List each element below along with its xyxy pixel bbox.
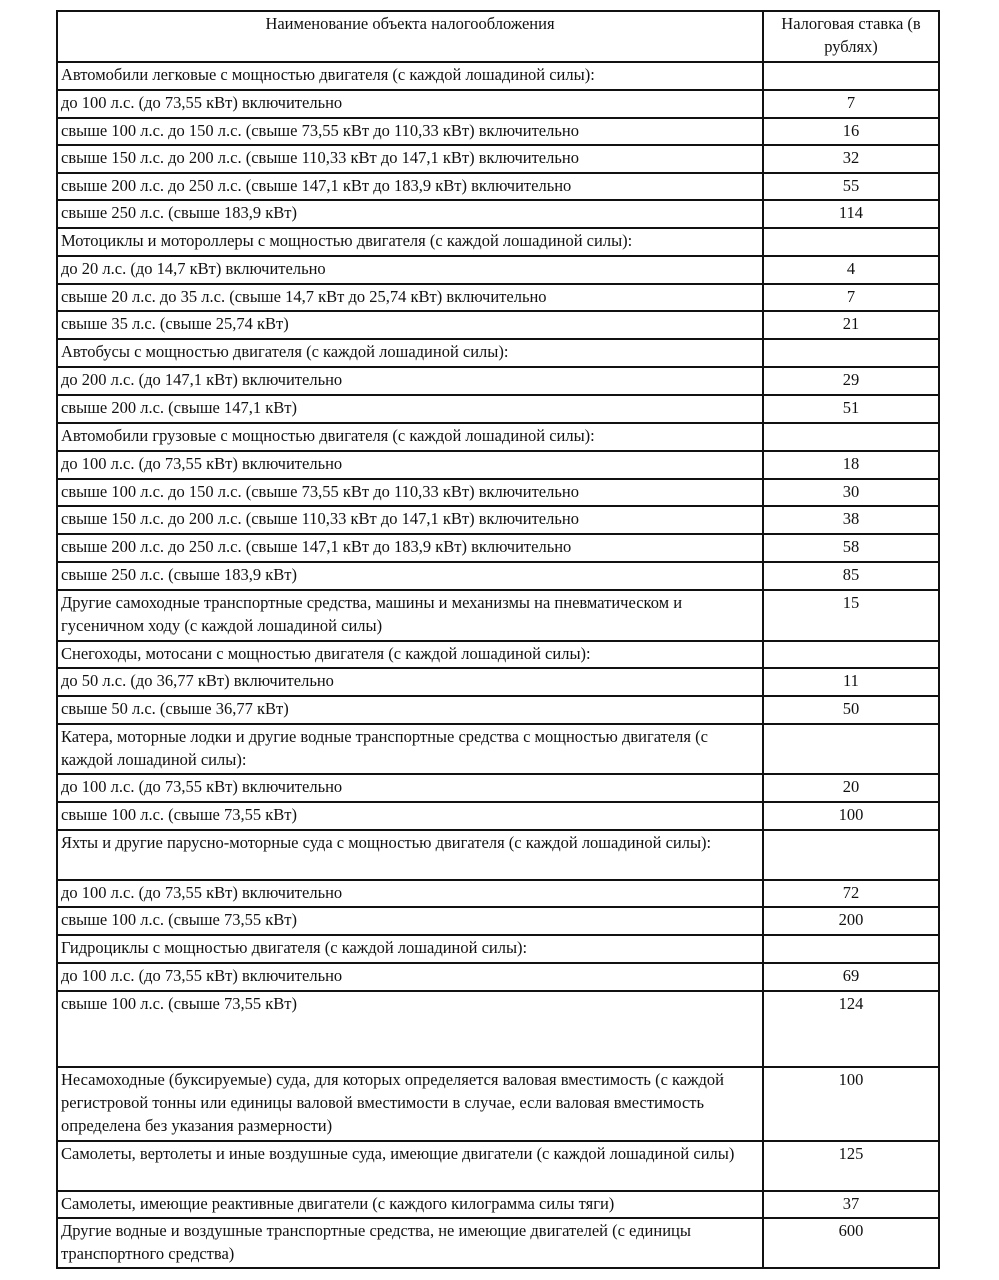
object-name-cell: свыше 100 л.с. (свыше 73,55 кВт): [57, 907, 763, 935]
table-row: [57, 590, 939, 641]
table-row: [57, 562, 939, 590]
table-row: [57, 367, 939, 395]
table-row: [57, 1191, 939, 1218]
table-body: [57, 62, 939, 1268]
object-name-cell: до 100 л.с. (до 73,55 кВт) включительно: [57, 90, 763, 118]
object-name-cell: свыше 35 л.с. (свыше 25,74 кВт): [57, 311, 763, 339]
tax-rate-cell: 100: [763, 802, 939, 830]
tax-rate-cell: [763, 228, 939, 256]
tax-rate-cell: 15: [763, 590, 939, 641]
table-row: [57, 256, 939, 284]
table-row: [57, 1218, 939, 1268]
table-row: [57, 963, 939, 991]
table-row: [57, 724, 939, 774]
object-name-cell: свыше 200 л.с. (свыше 147,1 кВт): [57, 395, 763, 423]
tax-rate-cell: 72: [763, 880, 939, 907]
object-name-cell: свыше 50 л.с. (свыше 36,77 кВт): [57, 696, 763, 724]
object-name-cell: до 20 л.с. (до 14,7 кВт) включительно: [57, 256, 763, 284]
tax-rate-cell: 16: [763, 118, 939, 145]
tax-rate-cell: [763, 724, 939, 774]
tax-rate-cell: 114: [763, 200, 939, 228]
object-name-cell: Яхты и другие парусно-моторные суда с мощностью двигателя (с каждой лошадиной силы):: [57, 830, 763, 880]
object-name-cell: свыше 150 л.с. до 200 л.с. (свыше 110,33 кВт до 147,1 кВт) включительно: [57, 506, 763, 534]
table-row: [57, 668, 939, 696]
table-row: [57, 423, 939, 451]
table-row: [57, 880, 939, 907]
tax-rate-cell: 58: [763, 534, 939, 562]
table-row: [57, 830, 939, 880]
tax-rate-cell: 600: [763, 1218, 939, 1268]
tax-rate-cell: [763, 423, 939, 451]
tax-rate-cell: 7: [763, 90, 939, 118]
table-row: [57, 479, 939, 506]
table-row: [57, 696, 939, 724]
table-row: [57, 62, 939, 90]
tax-rate-cell: 38: [763, 506, 939, 534]
object-name-cell: свыше 250 л.с. (свыше 183,9 кВт): [57, 562, 763, 590]
tax-rate-cell: 50: [763, 696, 939, 724]
table-row: [57, 339, 939, 367]
tax-rate-cell: 18: [763, 451, 939, 479]
table-row: [57, 641, 939, 668]
tax-rate-cell: 69: [763, 963, 939, 991]
object-name-cell: до 100 л.с. (до 73,55 кВт) включительно: [57, 963, 763, 991]
table-row: [57, 506, 939, 534]
object-name-cell: Мотоциклы и мотороллеры с мощностью двигателя (с каждой лошадиной силы):: [57, 228, 763, 256]
tax-rate-cell: 124: [763, 991, 939, 1067]
tax-rate-cell: 29: [763, 367, 939, 395]
table-row: [57, 451, 939, 479]
tax-rate-cell: 21: [763, 311, 939, 339]
tax-rate-cell: 85: [763, 562, 939, 590]
object-name-cell: Автобусы с мощностью двигателя (с каждой лошадиной силы):: [57, 339, 763, 367]
tax-rate-cell: 11: [763, 668, 939, 696]
table-row: [57, 935, 939, 963]
tax-rate-cell: 100: [763, 1067, 939, 1141]
table-row: [57, 991, 939, 1067]
header-tax-rate: Налоговая ставка (в рублях): [763, 11, 939, 62]
object-name-cell: Другие водные и воздушные транспортные средства, не имеющие двигателей (с единицы транспортного средства): [57, 1218, 763, 1268]
tax-rate-cell: [763, 935, 939, 963]
tax-rate-cell: [763, 830, 939, 880]
tax-rate-cell: 30: [763, 479, 939, 506]
object-name-cell: до 50 л.с. (до 36,77 кВт) включительно: [57, 668, 763, 696]
object-name-cell: свыше 20 л.с. до 35 л.с. (свыше 14,7 кВт до 25,74 кВт) включительно: [57, 284, 763, 311]
object-name-cell: Катера, моторные лодки и другие водные транспортные средства с мощностью двигателя (с каждой лошадиной силы):: [57, 724, 763, 774]
object-name-cell: свыше 200 л.с. до 250 л.с. (свыше 147,1 кВт до 183,9 кВт) включительно: [57, 173, 763, 200]
table-row: [57, 1067, 939, 1141]
object-name-cell: свыше 250 л.с. (свыше 183,9 кВт): [57, 200, 763, 228]
object-name-cell: Самолеты, вертолеты и иные воздушные суда, имеющие двигатели (с каждой лошадиной силы): [57, 1141, 763, 1191]
table-row: [57, 145, 939, 173]
object-name-cell: свыше 100 л.с. (свыше 73,55 кВт): [57, 802, 763, 830]
table-row: [57, 200, 939, 228]
object-name-cell: до 100 л.с. (до 73,55 кВт) включительно: [57, 451, 763, 479]
table-row: [57, 774, 939, 802]
tax-rate-table: [56, 10, 940, 1269]
table-row: [57, 907, 939, 935]
tax-rate-cell: [763, 62, 939, 90]
object-name-cell: Несамоходные (буксируемые) суда, для которых определяется валовая вместимость (с каждой регистровой тонны или единицы валовой вместимости в случае, если валовая вместимость определена без указания размерности): [57, 1067, 763, 1141]
object-name-cell: Снегоходы, мотосани с мощностью двигателя (с каждой лошадиной силы):: [57, 641, 763, 668]
object-name-cell: Самолеты, имеющие реактивные двигатели (с каждого килограмма силы тяги): [57, 1191, 763, 1218]
object-name-cell: свыше 200 л.с. до 250 л.с. (свыше 147,1 кВт до 183,9 кВт) включительно: [57, 534, 763, 562]
table-row: [57, 173, 939, 200]
tax-rate-cell: 7: [763, 284, 939, 311]
tax-rate-cell: 55: [763, 173, 939, 200]
object-name-cell: до 200 л.с. (до 147,1 кВт) включительно: [57, 367, 763, 395]
object-name-cell: до 100 л.с. (до 73,55 кВт) включительно: [57, 774, 763, 802]
object-name-cell: свыше 100 л.с. до 150 л.с. (свыше 73,55 кВт до 110,33 кВт) включительно: [57, 479, 763, 506]
tax-rate-cell: 125: [763, 1141, 939, 1191]
table-row: [57, 1141, 939, 1191]
table-row: [57, 284, 939, 311]
object-name-cell: Автомобили грузовые с мощностью двигателя (с каждой лошадиной силы):: [57, 423, 763, 451]
tax-rate-cell: 4: [763, 256, 939, 284]
table-row: [57, 802, 939, 830]
object-name-cell: свыше 100 л.с. до 150 л.с. (свыше 73,55 кВт до 110,33 кВт) включительно: [57, 118, 763, 145]
tax-rate-cell: 37: [763, 1191, 939, 1218]
object-name-cell: свыше 150 л.с. до 200 л.с. (свыше 110,33 кВт до 147,1 кВт) включительно: [57, 145, 763, 173]
object-name-cell: Автомобили легковые с мощностью двигателя (с каждой лошадиной силы):: [57, 62, 763, 90]
table-header-row: [57, 11, 939, 62]
object-name-cell: свыше 100 л.с. (свыше 73,55 кВт): [57, 991, 763, 1067]
table-row: [57, 228, 939, 256]
object-name-cell: Другие самоходные транспортные средства, машины и механизмы на пневматическом и гусеничном ходу (с каждой лошадиной силы): [57, 590, 763, 641]
tax-rate-cell: 200: [763, 907, 939, 935]
tax-rate-cell: [763, 641, 939, 668]
object-name-cell: до 100 л.с. (до 73,55 кВт) включительно: [57, 880, 763, 907]
table-row: [57, 90, 939, 118]
tax-rate-cell: [763, 339, 939, 367]
table-row: [57, 311, 939, 339]
header-object-name: Наименование объекта налогообложения: [57, 11, 763, 62]
tax-rate-cell: 32: [763, 145, 939, 173]
table-row: [57, 534, 939, 562]
object-name-cell: Гидроциклы с мощностью двигателя (с каждой лошадиной силы):: [57, 935, 763, 963]
tax-rate-cell: 51: [763, 395, 939, 423]
table-row: [57, 118, 939, 145]
tax-rate-cell: 20: [763, 774, 939, 802]
table-row: [57, 395, 939, 423]
